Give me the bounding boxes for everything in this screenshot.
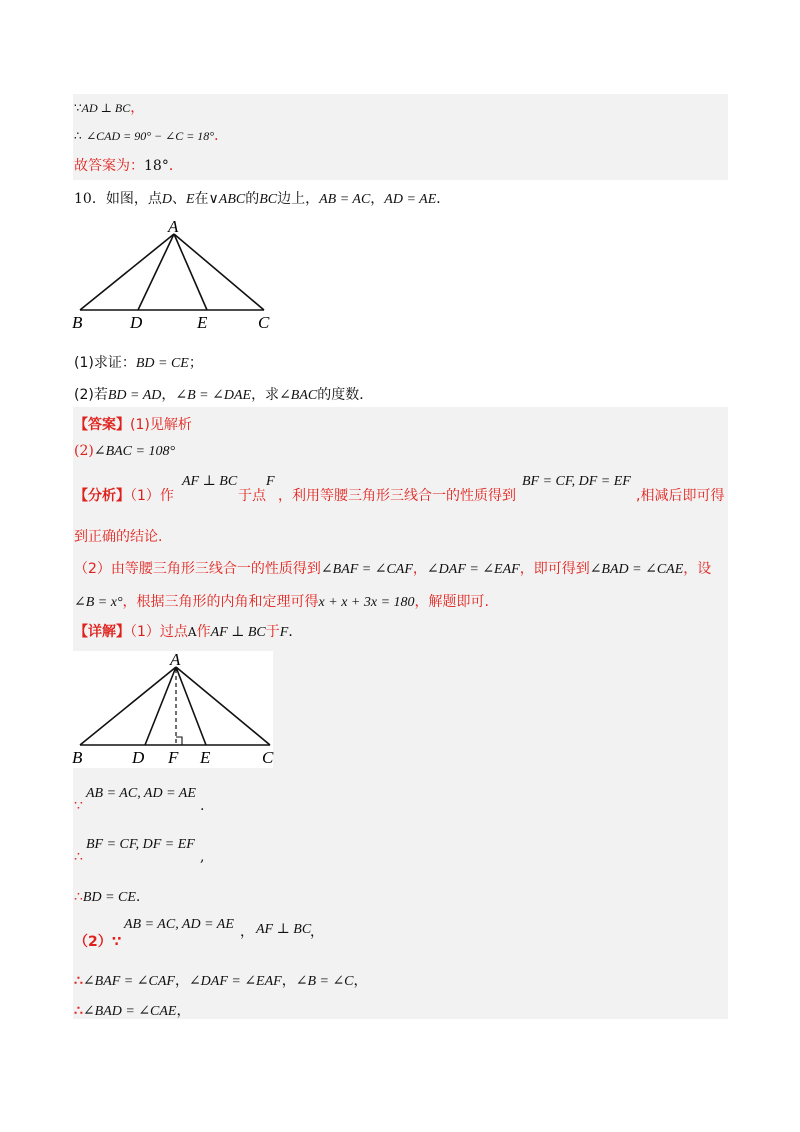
- proof-part2-line-3: ∴∠BAD = ∠CAE，: [74, 1003, 191, 1019]
- problem-statement: 10．如图，点D、E在∨ABC的BC边上，AB = AC，AD = AE．: [74, 191, 451, 207]
- analysis-text-1b: 于点: [238, 488, 266, 504]
- label-c: C: [262, 748, 274, 767]
- label-b: B: [72, 313, 83, 332]
- segment-ab: [80, 234, 174, 310]
- triangle-figure-2: [70, 651, 280, 768]
- label-b: B: [72, 748, 83, 767]
- label-a: A: [168, 218, 179, 236]
- proof-step-3: ∴BD = CE.: [74, 889, 141, 905]
- right-angle-mark: [176, 737, 182, 745]
- answer-line-1: 【答案】(1)见解析: [74, 417, 192, 433]
- analysis-text-1c: ，利用等腰三角形三线合一的性质得到: [278, 488, 516, 504]
- label-c: C: [258, 313, 270, 332]
- prev-line-2: ∴ ∠CAD = 90° − ∠C = 18°．: [74, 128, 229, 144]
- analysis-line-2: （2）由等腰三角形三线合一的性质得到∠BAF = ∠CAF，∠DAF = ∠EAF，即可得到∠BAD = ∠CAE，设: [74, 561, 712, 577]
- label-e: E: [197, 313, 208, 332]
- question-1: (1)求证：BD = CE；: [74, 355, 203, 371]
- prev-line-1: ∵AD ⊥ BC，: [74, 100, 145, 116]
- analysis-math-3: BF = CF, DF = EF: [522, 474, 631, 489]
- triangle-figure-1: [70, 218, 280, 333]
- label-d: D: [130, 313, 143, 332]
- question-2: (2)若BD = AD，∠B = ∠DAE，求∠BAC的度数．: [74, 387, 374, 403]
- segment-ac: [176, 667, 270, 745]
- label-e: E: [200, 748, 211, 767]
- segment-ac: [174, 234, 264, 310]
- segment-ab: [80, 667, 176, 745]
- segment-ae: [174, 234, 207, 310]
- analysis-line-1e: 到正确的结论.: [74, 529, 163, 545]
- proof-part2-line-2: ∴∠BAF = ∠CAF，∠DAF = ∠EAF，∠B = ∠C，: [74, 973, 368, 989]
- analysis-line-3: ∠B = x°，根据三角形的内角和定理可得x + x + 3x = 180，解题即可.: [74, 594, 489, 610]
- analysis-math-2: F: [266, 474, 275, 489]
- detail-line-1: 【详解】（1）过点A作AF ⊥ BC于F．: [74, 624, 303, 640]
- label-f: F: [168, 748, 179, 767]
- answer-line-2: (2)∠BAC = 108°: [74, 443, 176, 459]
- label-a: A: [170, 651, 181, 669]
- label-d: D: [132, 748, 145, 767]
- analysis-text-1d: ,相减后即可得: [636, 488, 725, 504]
- analysis-math-1: AF ⊥ BC: [182, 474, 238, 489]
- analysis-line-1: 【分析】（1）作: [74, 488, 174, 504]
- prev-answer-line: 故答案为：18°．: [74, 158, 183, 174]
- segment-ad: [138, 234, 174, 310]
